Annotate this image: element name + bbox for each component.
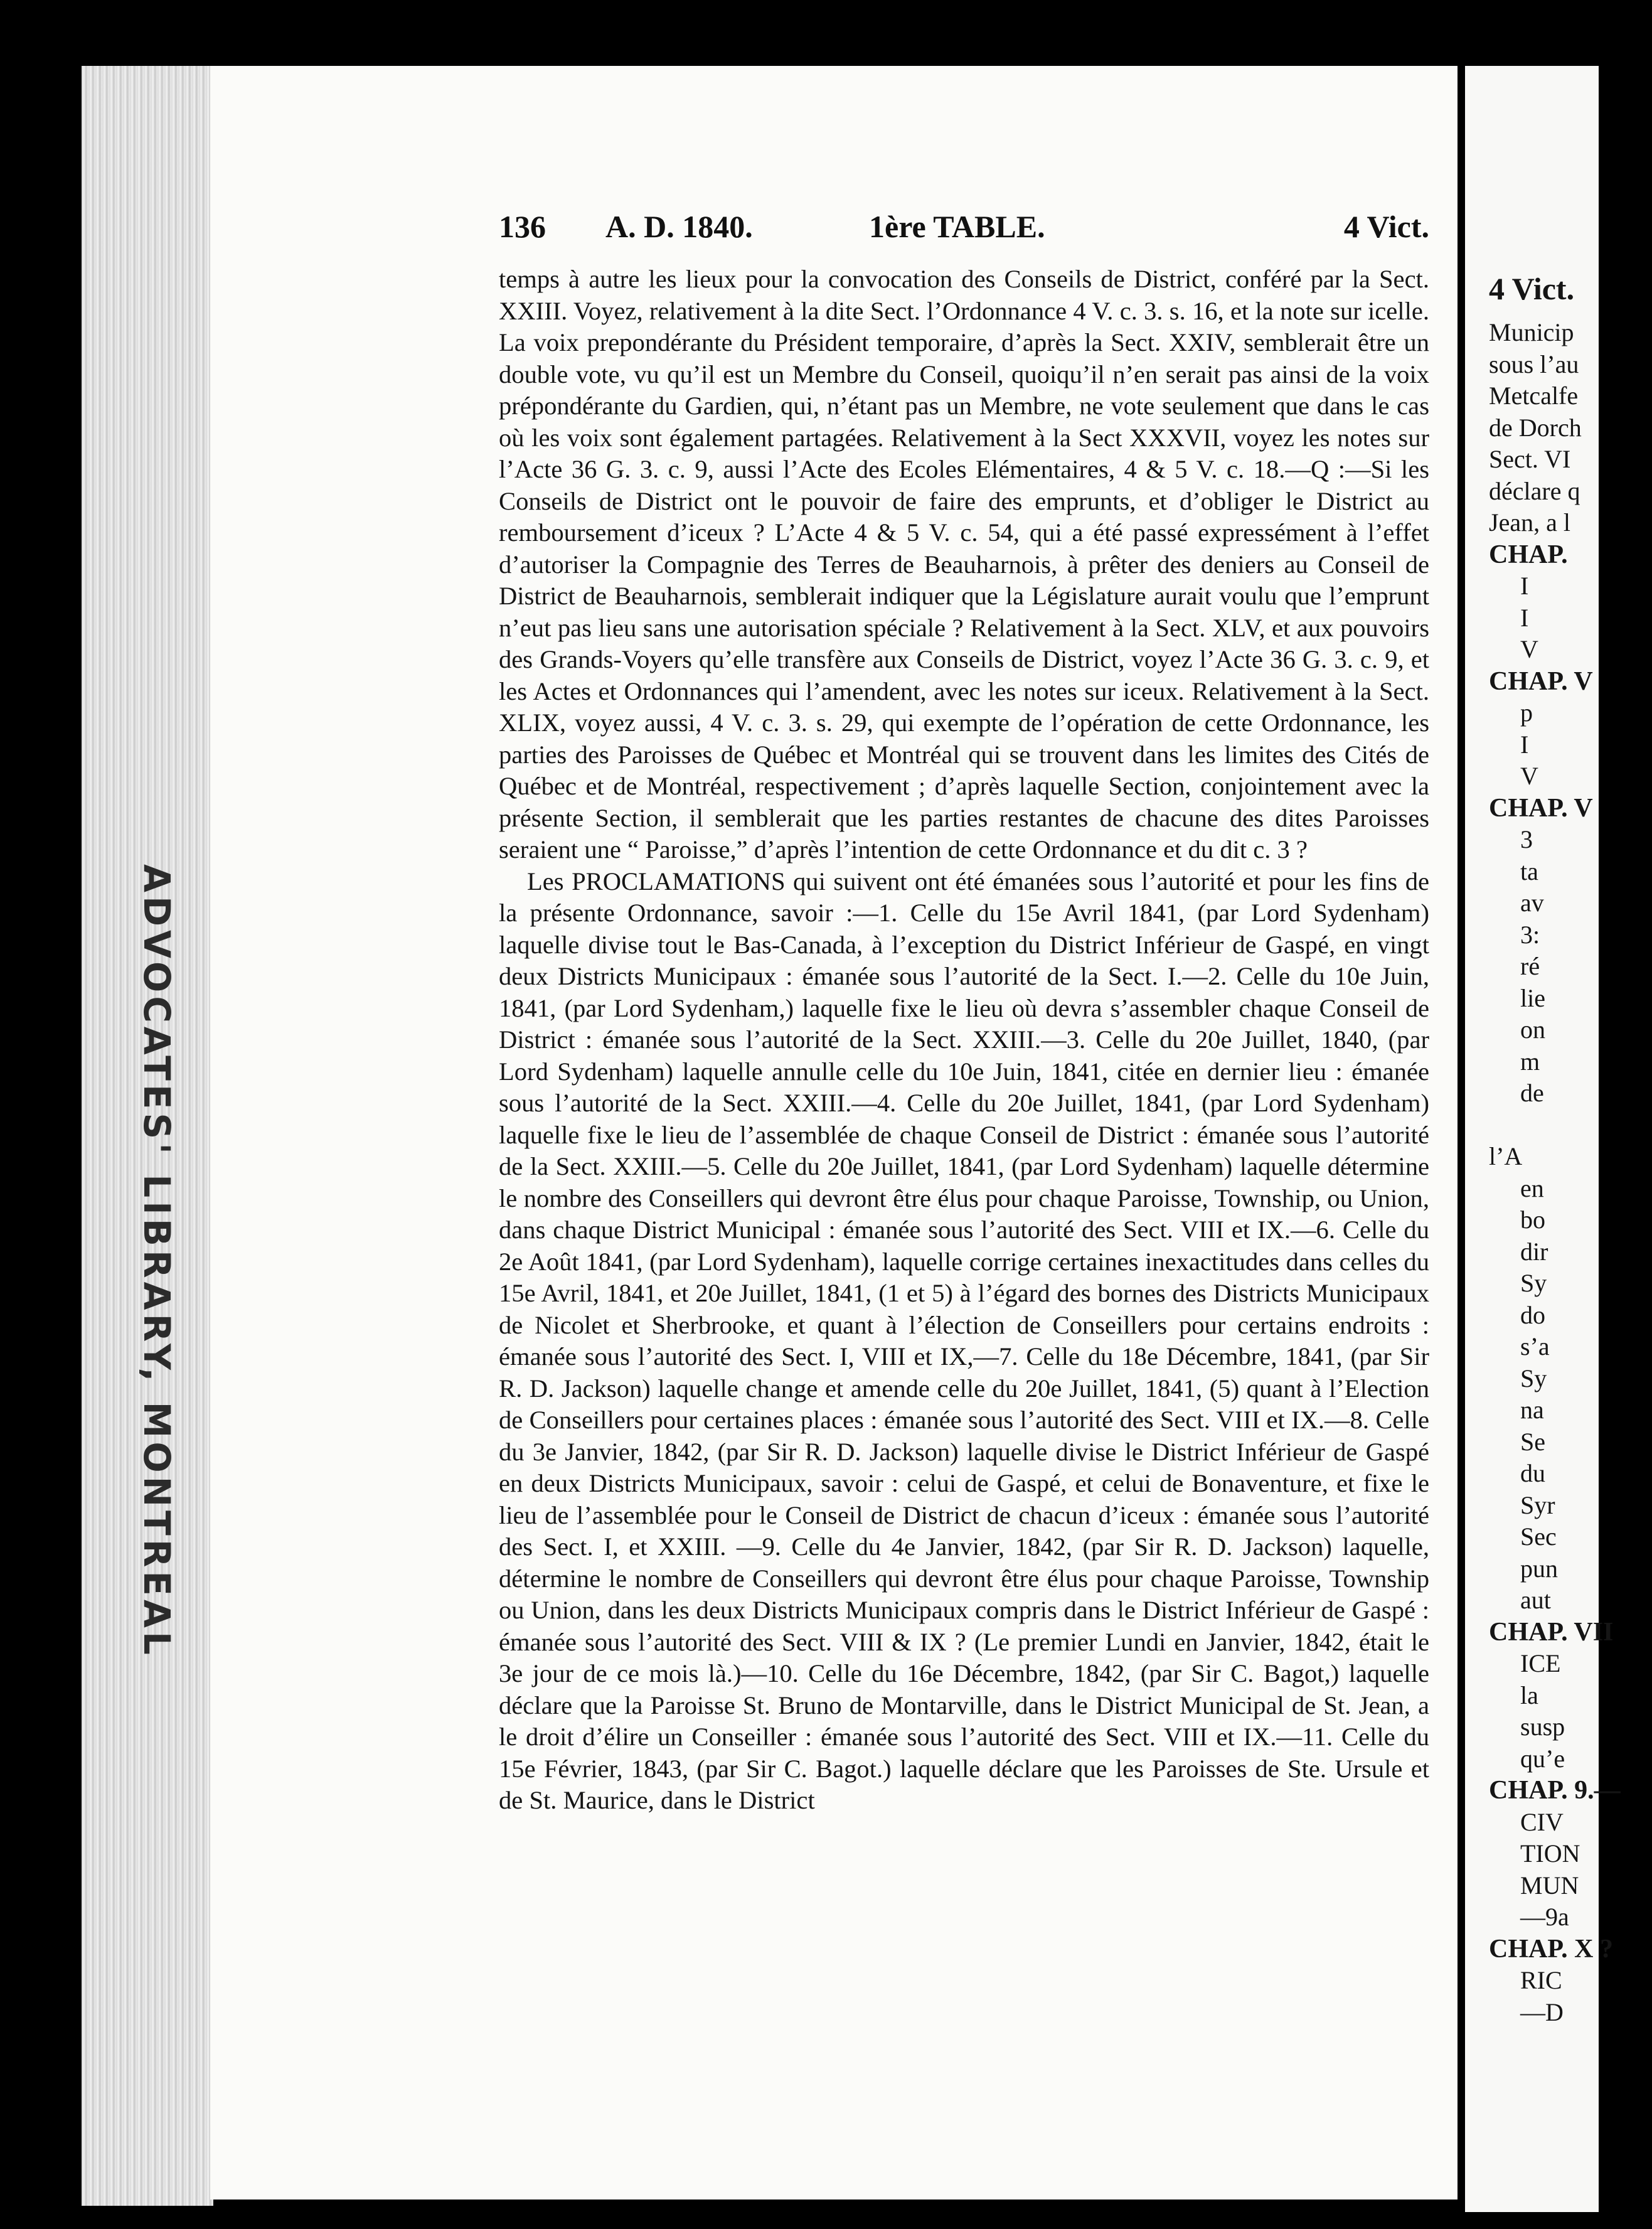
facing-page-line: de	[1489, 1079, 1544, 1107]
facing-page	[1465, 66, 1621, 2212]
facing-page-line: CHAP. 9.—	[1489, 1776, 1621, 1805]
facing-running-head: 4 Vict.	[1489, 271, 1575, 306]
facing-page-line: CHAP. X ?	[1489, 1934, 1613, 1964]
paragraph-proclamations: Les PROCLAMATIONS qui suivent ont été émanées sous l’autorité et pour les fins de la présente Ordonnance, savoir :—1. Celle du 15e Avril 1841, (par Lord Sydenham) laquelle divise tout le Bas-Canada, à l’exception du District Inférieur de Gaspé, en vingt deux Districts Municipaux : émanée sous l’autorité de la Sect. I.—2. Celle du 10e Juin, 1841, (par Lord Sydenham,) laquelle fixe le lieu où devra s’assembler chaque Conseil de District : émanée sous l’autorité de la Sect. XXIII.—3. Celle du 20e Juillet, 1840, (par Lord Sydenham) laquelle annulle celle du 10e Juin, 1841, citée en dernier lieu : émanée sous l’autorité de la Sect. XXIII.—4. Celle du 20e Juillet, 1841, (par Lord Sydenham) laquelle fixe le lieu de l’assemblée de chaque Conseil de District : émanée sous l’autorité de la Sect. XXIII.—5. Celle du 20e Juillet, 1841, (par Lord Sydenham) laquelle détermine le nombre des Conseillers qui devront être élus pour chaque Paroisse, Township, ou Union, dans chaque District Municipal : émanée sous l’autorité des Sect. VIII et IX.—6. Celle du 2e Août 1841, (par Lord Sydenham), laquelle corrige certaines inexactitudes dans celles du 15e Avril, 1841, et 20e Juillet, 1841, (1 et 5) à l’égard des bornes des Districts Municipaux de Nicolet et Sherbrooke, et quant à l’élection de Conseillers pour certains endroits : émanée sous l’autorité des Sect. I, VIII et IX,—7. Celle du 18e Décembre, 1841, (par Sir R. D. Jackson) laquelle change et amende celle du 20e Juillet, 1841, (5) quant à l’Election de Conseillers pour certaines places : émanée sous l’autorité des Sect. VIII et IX.—8. Celle du 3e Janvier, 1842, (par Sir R. D. Jackson) laquelle divise le District Inférieur de Gaspé en deux Districts Municipaux, savoir : celui de Gaspé, et celui de Bonaventure, et fixe le lieu de l’assemblée pour le Conseil de District de chacun d’iceux : émanée sous l’autorité des Sect. I, et XXIII. —9. Celle du 4e Janvier, 1842, (par Sir R. D. Jackson) laquelle, détermine le nombre de Conseillers qui devront être élus pour chaque Paroisse, Township ou Union, dans les deux Districts Municipaux compris dans le District Inférieur de Gaspé : émanée sous l’autorité des Sect. VIII & IX ? (Le premier Lundi en Janvier, 1842, était le 3e jour de ce mois là.)—10. Celle du 16e Décembre, 1842, (par Sir C. Bagot,) laquelle déclare que la Paroisse St. Bruno de Montarville, dans le District Municipal de St. Jean, a le droit d’élire un Conseiller : émanée sous l’autorité des Sect. VIII et IX.—11. Celle du 15e Février, 1843, (par Sir C. Bagot.) laquelle déclare que les Paroisses de Ste. Ursule et de St. Maurice, dans le District	[499, 867, 1429, 1814]
facing-page-line: RIC	[1489, 1966, 1562, 1994]
facing-page-line: I	[1489, 603, 1529, 632]
facing-page-line: TION	[1489, 1839, 1580, 1868]
facing-page-line: CHAP.	[1489, 540, 1568, 569]
facing-page-line	[1489, 1109, 1652, 1141]
facing-page-line: sous l’au	[1489, 350, 1579, 378]
facing-page-line: ré	[1489, 952, 1540, 980]
facing-page-line: ta	[1489, 857, 1538, 885]
facing-page-line: Sect. VI	[1489, 445, 1571, 473]
running-head	[499, 208, 1429, 252]
facing-page-line: aut	[1489, 1586, 1551, 1614]
facing-page-line: Sec	[1489, 1522, 1557, 1551]
facing-page-column	[1489, 273, 1652, 2028]
running-head-reign: 4 Vict.	[1343, 209, 1429, 244]
facing-page-line: V	[1489, 635, 1538, 663]
library-stamp	[125, 864, 188, 1659]
facing-page-line: CHAP. V	[1489, 666, 1593, 696]
facing-page-line: —9a	[1489, 1903, 1569, 1931]
facing-page-line: qu’e	[1489, 1744, 1565, 1773]
facing-page-line: 3	[1489, 825, 1533, 853]
library-stamp-text: ADVOCATES' LIBRARY, MONTREAL	[136, 864, 179, 1659]
facing-page-line: dir	[1489, 1237, 1548, 1266]
facing-page-line: en	[1489, 1173, 1544, 1202]
facing-page-line: m	[1489, 1047, 1540, 1076]
facing-page-line: CHAP. V	[1489, 793, 1593, 823]
facing-page-line: Jean, a l	[1489, 508, 1570, 537]
facing-page-line: s’a	[1489, 1332, 1550, 1360]
facing-page-line: —D	[1489, 1997, 1564, 2026]
facing-page-line: I	[1489, 730, 1529, 759]
facing-page-line: do	[1489, 1300, 1545, 1329]
paragraph-notes: temps à autre les lieux pour la convocation des Conseils de District, conféré par la Sect. XXIII. Voyez, relativement à la dite Sect. l’Ordonnance 4 V. c. 3. s. 16, et la note sur icelle. La voix prepondérante du Président temporaire, d’après la Sect. XXIV, semblerait être un double vote, vu qu’il est un Membre du Conseil, quoiqu’il n’en serait pas ainsi de la voix prépondérante du Gardien, qui, n’étant pas un Membre, ne vote seulement que dans le cas où les voix sont également partagées. Relativement à la Sect XXXVII, voyez les notes sur l’Acte 36 G. 3. c. 9, aussi l’Acte des Ecoles Elémentaires, 4 & 5 V. c. 18.—Q :—Si les Conseils de District ont le pouvoir de faire des emprunts, et d’obliger le District au remboursement d’iceux ? L’Acte 4 & 5 V. c. 54, qui a été passé expressément à l’effet d’autoriser la Compagnie des Terres de Beauharnois, à prêter des deniers au Conseil de District de Beauharnois, semblerait indiquer que la Législature aurait voulu que l’emprunt n’eut pas lieu sans une autorisation spéciale ? Relativement à la Sect. XLV, et aux pouvoirs des Grands-Voyers qu’elle transfère aux Conseils de District, voyez l’Acte 36 G. 3. c. 9, et les Actes et Ordonnances qui l’amendent, avec les notes sur iceux. Relativement à la Sect. XLIX, voyez aussi, 4 V. c. 3. s. 29, qui exempte de l’opération de cette Ordonnance, les parties des Paroisses de Québec et Montréal qui se trouvent dans les limites des Cités de Québec et de Montréal, respectivement ; d’après laquelle Section, conjointement avec la présente Section, il semblerait que les parties restantes de chacune des dites Paroisses seraient une “ Paroisse,” d’après l’intention de cette Ordonnance et du dit c. 3 ?	[499, 265, 1429, 863]
facing-page-line: na	[1489, 1396, 1544, 1424]
facing-page-line: CHAP. VII	[1489, 1617, 1614, 1647]
facing-page-line: CIV	[1489, 1807, 1564, 1836]
facing-page-line: 3:	[1489, 920, 1540, 949]
facing-page-line: MUN	[1489, 1871, 1579, 1900]
facing-page-line: on	[1489, 1015, 1545, 1044]
facing-page-line: V	[1489, 762, 1538, 790]
facing-page-line: Municip	[1489, 318, 1574, 346]
facing-page-line: du	[1489, 1459, 1545, 1487]
facing-page-line: av	[1489, 889, 1544, 917]
facing-page-line: Se	[1489, 1427, 1545, 1456]
body-text	[499, 264, 1429, 1817]
page-number: 136	[499, 209, 546, 244]
facing-page-line: Metcalfe	[1489, 382, 1579, 410]
running-head-table: 1ère TABLE.	[869, 209, 1045, 244]
facing-page-line: Syr	[1489, 1490, 1555, 1519]
facing-page-line: la	[1489, 1681, 1538, 1709]
facing-page-line: susp	[1489, 1713, 1565, 1741]
running-head-year: A. D. 1840.	[605, 209, 753, 244]
facing-page-line: I	[1489, 572, 1529, 600]
facing-page-line: déclare q	[1489, 476, 1580, 505]
facing-page-line: Sy	[1489, 1364, 1547, 1392]
facing-page-line: pun	[1489, 1554, 1558, 1583]
facing-page-line: p	[1489, 698, 1533, 727]
facing-page-line: Sy	[1489, 1269, 1547, 1297]
facing-page-line: de Dorch	[1489, 413, 1582, 442]
facing-page-line: lie	[1489, 983, 1545, 1012]
facing-page-line: ICE	[1489, 1649, 1561, 1677]
facing-page-line: bo	[1489, 1205, 1545, 1234]
facing-page-line: l’A	[1489, 1142, 1523, 1170]
